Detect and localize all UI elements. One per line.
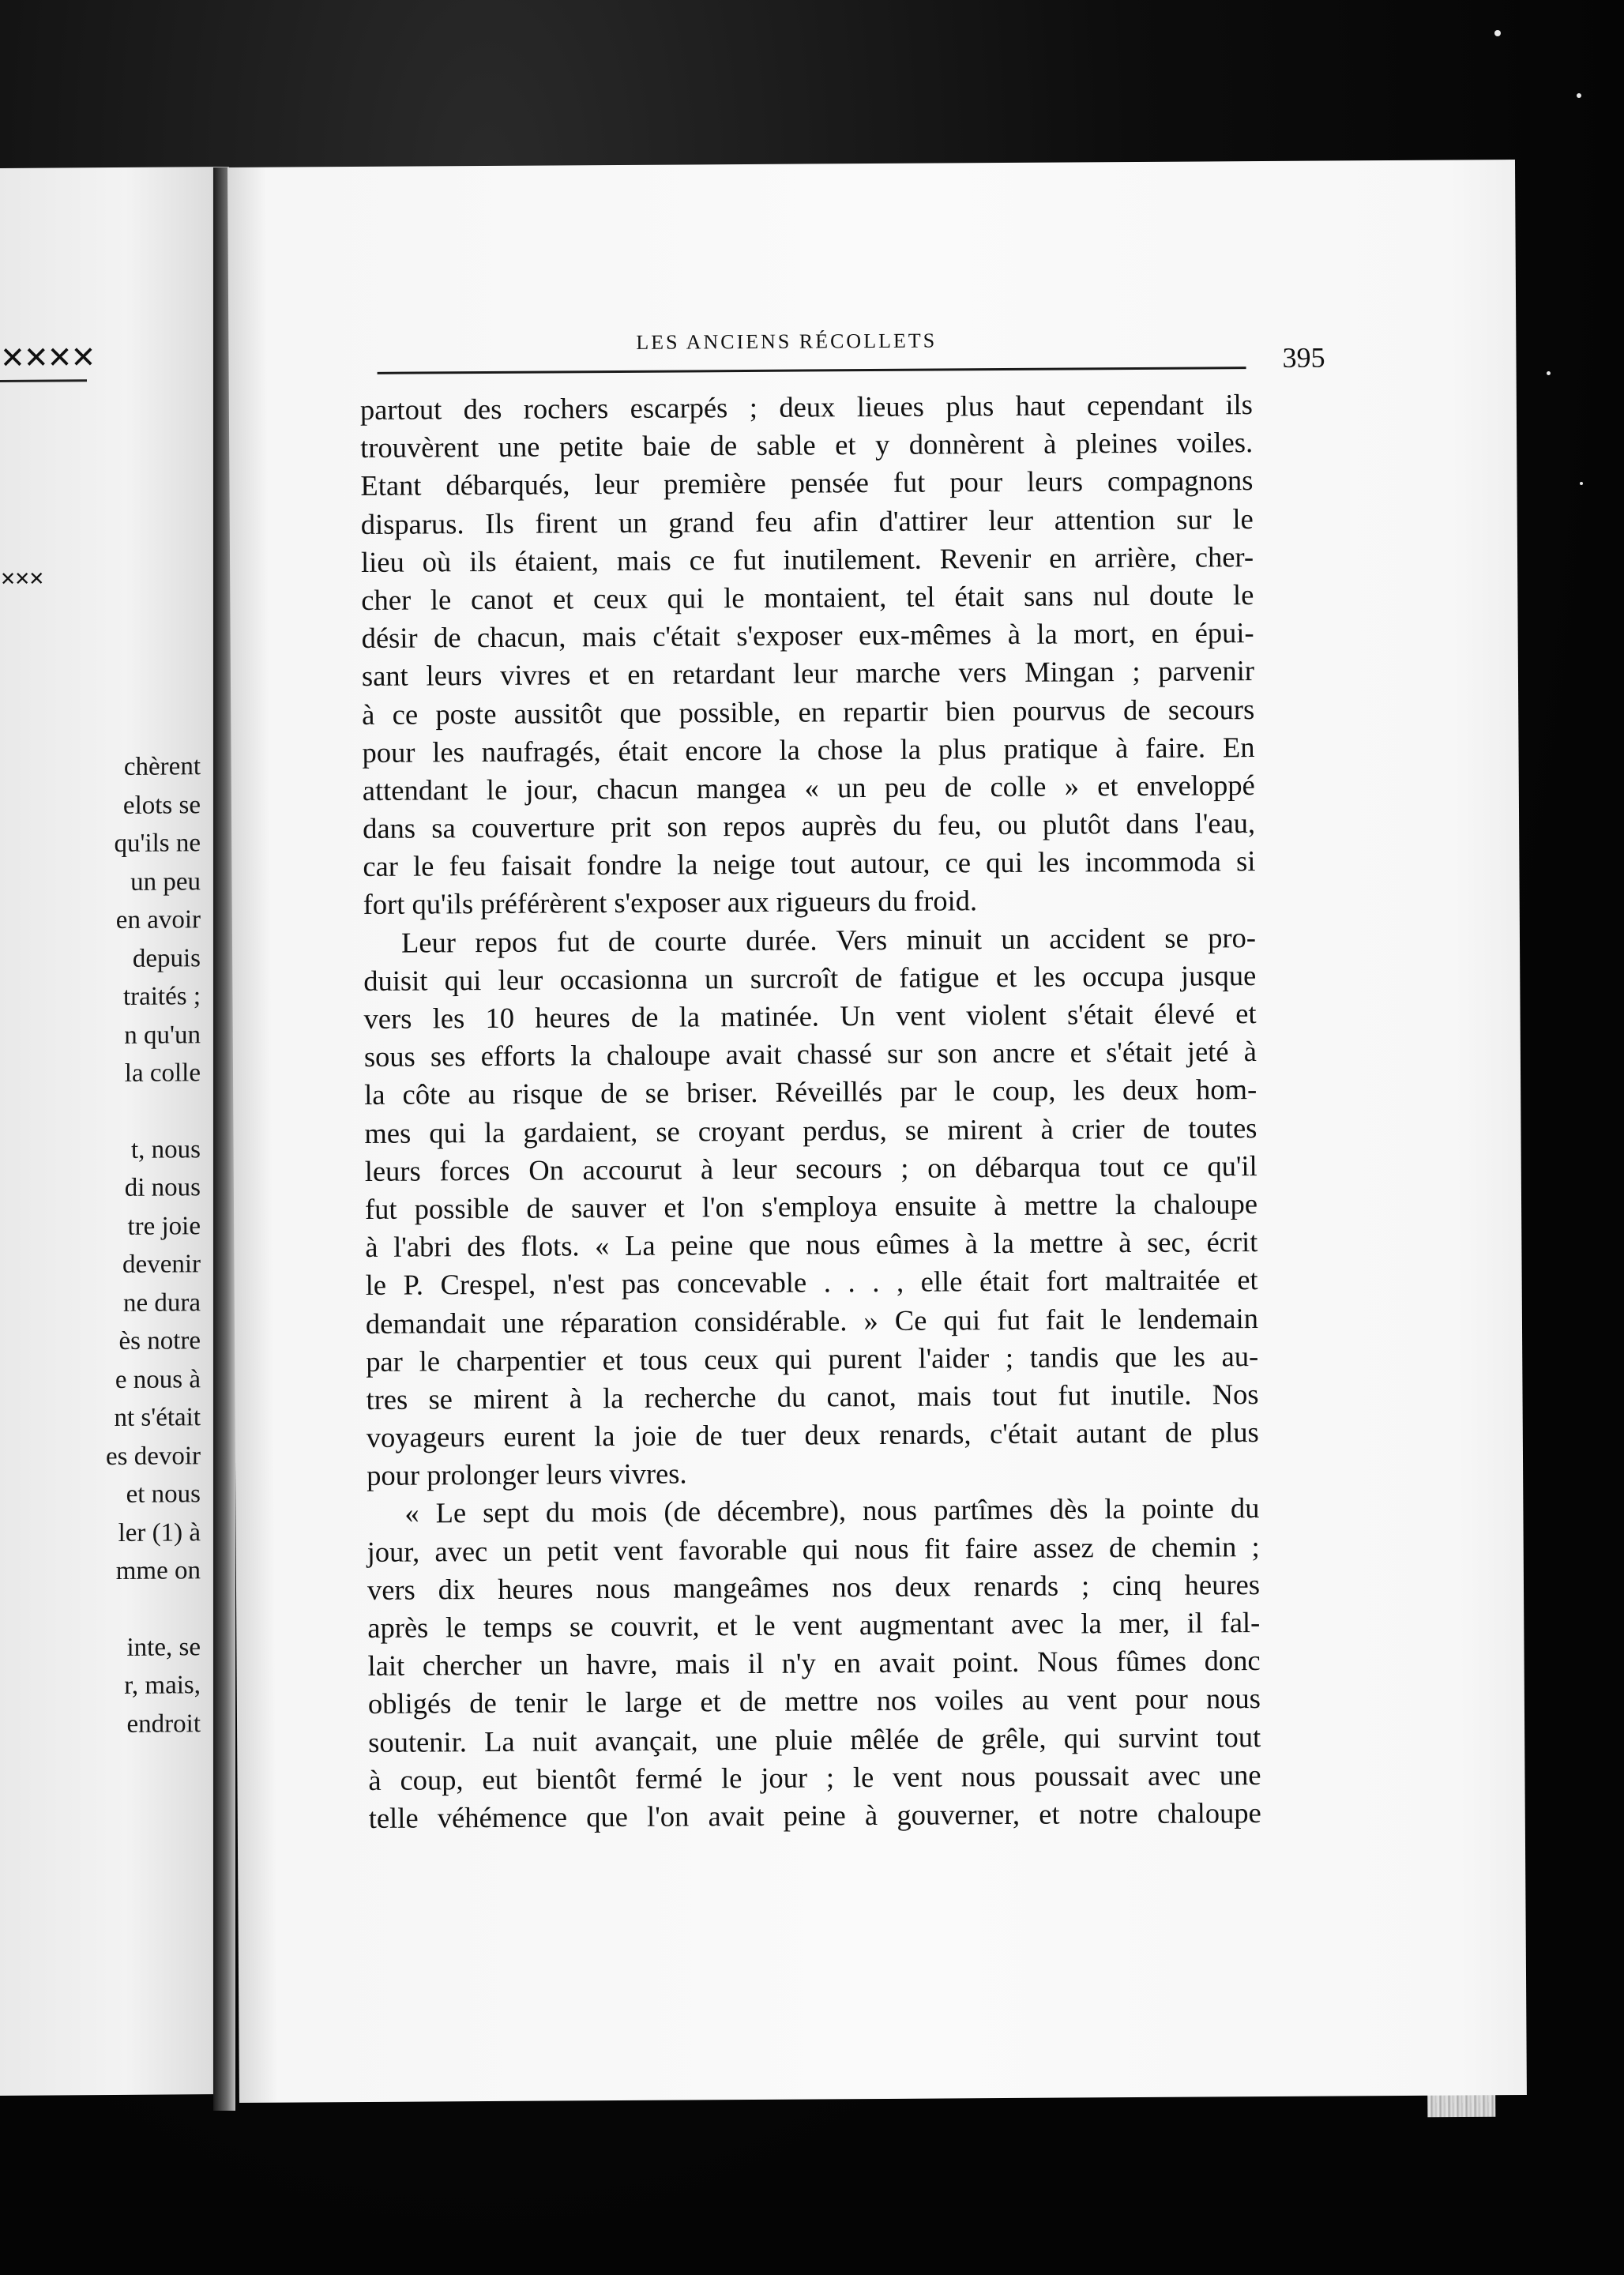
text-line: vers dix heures nous mangeâmes nos deux renards ; cinq heures <box>367 1567 1261 1606</box>
text-line: mes qui la gardaient, se croyant perdus, se mirent à crier de toutes <box>364 1111 1257 1149</box>
text-line: « Le sept du mois (de décembre), nous partîmes dès la pointe du <box>404 1491 1260 1530</box>
text-line: fut possible de sauver et l'on s'employa ensuite à mettre la chaloupe <box>364 1186 1258 1225</box>
previous-page-line: endroit <box>126 1709 201 1739</box>
decorative-ornament-border: ✕✕✕✕ <box>0 340 95 376</box>
text-line: vers les 10 heures de la matinée. Un vent violent s'était élevé et <box>363 997 1257 1035</box>
dust-speck <box>1547 371 1551 375</box>
text-line: désir de chacun, mais c'était s'exposer eux-mêmes à la mort, en épui- <box>361 616 1254 655</box>
dust-speck <box>1494 30 1501 36</box>
previous-page-line: nt s'était <box>114 1403 201 1433</box>
text-line: fort qu'ils préférèrent s'exposer aux rigueurs du froid. <box>363 884 978 921</box>
page-header <box>377 319 1325 388</box>
text-line: soutenir. La nuit avançait, une pluie mêlée de grêle, qui survint tout <box>368 1720 1261 1758</box>
previous-page-line: ne dura <box>122 1288 201 1318</box>
text-line: demandait une réparation considérable. » Ce qui fut fait le lendemain <box>365 1301 1259 1340</box>
previous-page-line: inte, se <box>126 1632 201 1662</box>
text-line: sous ses efforts la chaloupe avait chassé sur son ancre et s'était jeté à <box>363 1035 1257 1074</box>
text-line: par le charpentier et tous ceux qui purent l'aider ; tandis que les au- <box>366 1339 1259 1378</box>
previous-page-line: di nous <box>124 1173 201 1202</box>
previous-page-line: e nous à <box>115 1364 201 1394</box>
dust-speck <box>1577 93 1581 98</box>
text-line: le P. Crespel, n'est pas concevable . . . , elle était fort maltraitée et <box>365 1263 1258 1302</box>
text-line: cher le canot et ceux qui le montaient, tel était sans nul doute le <box>361 578 1254 616</box>
text-line: Etant débarqués, leur première pensée fut pour leurs compagnons <box>360 464 1254 502</box>
text-line: leurs forces On accourut à leur secours ; on débarqua tout ce qu'il <box>364 1149 1257 1187</box>
previous-page-line: ler (1) à <box>118 1517 201 1547</box>
previous-page-line: mme on <box>115 1556 201 1585</box>
previous-page-line: devenir <box>122 1250 201 1279</box>
text-line: après le temps se couvrit, et le vent augmentant avec la mer, il fal- <box>367 1606 1261 1644</box>
previous-page-line: tre joie <box>127 1211 201 1241</box>
decorative-ornament-small: ✕✕✕ <box>0 567 43 591</box>
text-line: lieu où ils étaient, mais ce fut inutilement. Revenir en arrière, cher- <box>360 540 1254 578</box>
book-page <box>227 160 1527 2103</box>
text-line: tres se mirent à la recherche du canot, mais tout fut inutile. Nos <box>366 1377 1259 1416</box>
text-line: pour prolonger leurs vivres. <box>366 1457 687 1492</box>
previous-page-line: t, nous <box>130 1134 201 1164</box>
page-body-text <box>360 385 1261 1837</box>
text-line: Leur repos fut de courte durée. Vers minuit un accident se pro- <box>400 920 1257 959</box>
previous-page-line: en avoir <box>115 905 201 934</box>
previous-page-line: ès notre <box>118 1326 201 1356</box>
text-line: voyageurs eurent la joie de tuer deux renards, c'était autant de plus <box>366 1416 1259 1454</box>
text-line: sant leurs vivres et en retardant leur marche vers Mingan ; parvenir <box>361 654 1255 693</box>
previous-page-line: r, mais, <box>124 1671 201 1700</box>
text-line: pour les naufragés, était encore la chose la plus pratique à faire. En <box>362 730 1255 769</box>
text-line: partout des rochers escarpés ; deux lieues plus haut cependant ils <box>359 388 1253 426</box>
previous-page-line: es devoir <box>105 1441 201 1471</box>
text-line: dans sa couverture prit son repos auprès du feu, ou plutôt dans l'eau, <box>362 807 1256 845</box>
text-line: à coup, eut bientôt fermé le jour ; le vent nous poussait avec une <box>368 1758 1261 1796</box>
previous-page-line: depuis <box>132 943 201 973</box>
paragraph-gap <box>11 1092 201 1132</box>
text-line: duisit qui leur occasionna un surcroît de fatigue et les occupa jusque <box>363 958 1257 997</box>
text-line: jour, avec un petit vent favorable qui nous fit faire assez de chemin ; <box>367 1529 1260 1568</box>
header-rule <box>378 367 1246 374</box>
previous-page-line: qu'ils ne <box>114 829 201 859</box>
text-line: lait chercher un havre, mais il n'y en avait point. Nous fûmes donc <box>367 1644 1261 1683</box>
text-line: disparus. Ils firent un grand feu afin d'attirer leur attention sur le <box>360 502 1254 540</box>
running-head: LES ANCIENS RÉCOLLETS <box>636 329 938 354</box>
previous-page-line: traités ; <box>122 982 201 1011</box>
page-number: 395 <box>1282 341 1325 374</box>
previous-page-text <box>11 747 201 1744</box>
text-line: la côte au risque de se briser. Réveillés par le coup, les deux hom- <box>364 1073 1257 1111</box>
dust-speck <box>1580 482 1583 485</box>
text-line: obligés de tenir le large et de mettre nos voiles au vent pour nous <box>367 1682 1261 1720</box>
text-line: à l'abri des flots. « La peine que nous eûmes à la mettre à sec, écrit <box>365 1225 1258 1264</box>
text-line: car le feu faisait fondre la neige tout autour, ce qui les incommoda si <box>363 844 1256 883</box>
text-line: telle véhémence que l'on avait peine à gouverner, et notre chaloupe <box>368 1796 1261 1834</box>
text-line: à ce poste aussitôt que possible, en repartir bien pourvus de secours <box>362 692 1255 731</box>
text-line: trouvèrent une petite baie de sable et y donnèrent à pleines voiles. <box>360 426 1254 464</box>
previous-page-line: elots se <box>122 790 201 820</box>
previous-page <box>0 167 229 2096</box>
paragraph-gap <box>11 1590 201 1630</box>
text-line: attendant le jour, chacun mangea « un peu de colle » et enveloppé <box>362 768 1255 807</box>
previous-page-line: et nous <box>126 1480 201 1509</box>
previous-page-line: chèrent <box>123 752 201 781</box>
previous-page-line: n qu'un <box>124 1020 201 1050</box>
previous-page-line: la colle <box>124 1059 201 1088</box>
previous-page-line: un peu <box>130 867 201 897</box>
